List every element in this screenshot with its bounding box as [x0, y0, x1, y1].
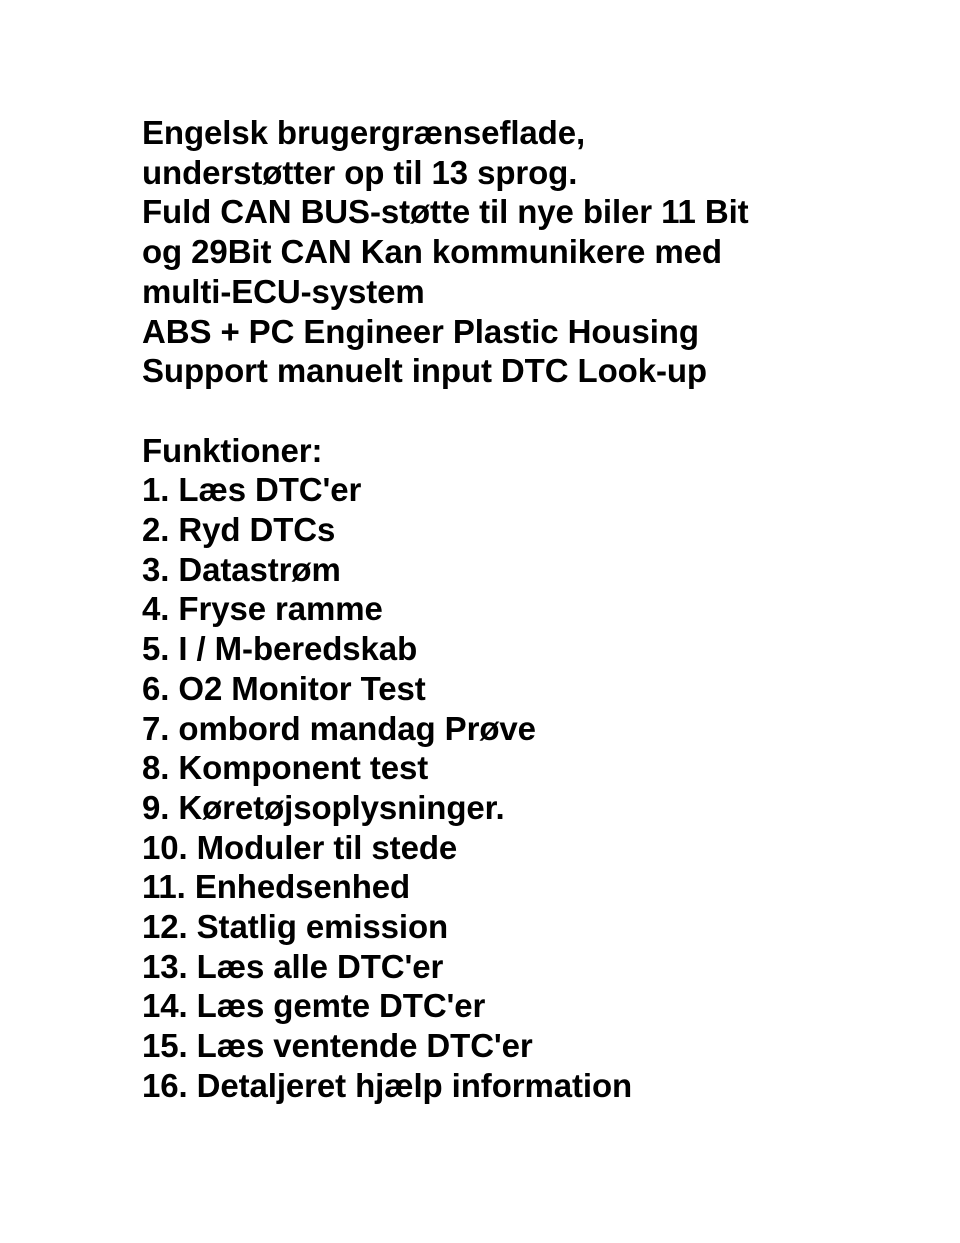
- list-item: 3. Datastrøm: [142, 550, 341, 588]
- intro-paragraph: [142, 113, 922, 391]
- list-item: 6. O2 Monitor Test: [142, 669, 426, 707]
- paragraph-spacer: [142, 391, 922, 431]
- functions-list: [142, 470, 922, 1105]
- list-item: 14. Læs gemte DTC'er: [142, 987, 486, 1025]
- intro-line: Fuld CAN BUS-støtte til nye biler 11 Bit: [142, 193, 749, 231]
- intro-line: ABS + PC Engineer Plastic Housing: [142, 312, 699, 350]
- list-item: 13. Læs alle DTC'er: [142, 947, 444, 985]
- intro-line: Support manuelt input DTC Look-up: [142, 352, 707, 390]
- list-item: 10. Moduler til stede: [142, 828, 458, 866]
- list-item: 8. Komponent test: [142, 749, 429, 787]
- list-item: 9. Køretøjsoplysninger.: [142, 788, 505, 826]
- list-item: 7. ombord mandag Prøve: [142, 709, 536, 747]
- list-item: 2. Ryd DTCs: [142, 511, 336, 549]
- functions-heading: Funktioner:: [142, 431, 323, 469]
- list-item: 16. Detaljeret hjælp information: [142, 1066, 633, 1104]
- list-item: 12. Statlig emission: [142, 908, 449, 946]
- intro-line: og 29Bit CAN Kan kommunikere med: [142, 233, 722, 271]
- document-page: [142, 113, 922, 1106]
- list-item: 15. Læs ventende DTC'er: [142, 1027, 533, 1065]
- intro-line: understøtter op til 13 sprog.: [142, 153, 578, 191]
- list-item: 11. Enhedsenhed: [142, 868, 411, 906]
- list-item: 1. Læs DTC'er: [142, 471, 362, 509]
- list-item: 4. Fryse ramme: [142, 590, 383, 628]
- list-item: 5. I / M-beredskab: [142, 630, 418, 668]
- intro-line: Engelsk brugergrænseflade,: [142, 114, 586, 151]
- intro-line: multi-ECU-system: [142, 272, 425, 310]
